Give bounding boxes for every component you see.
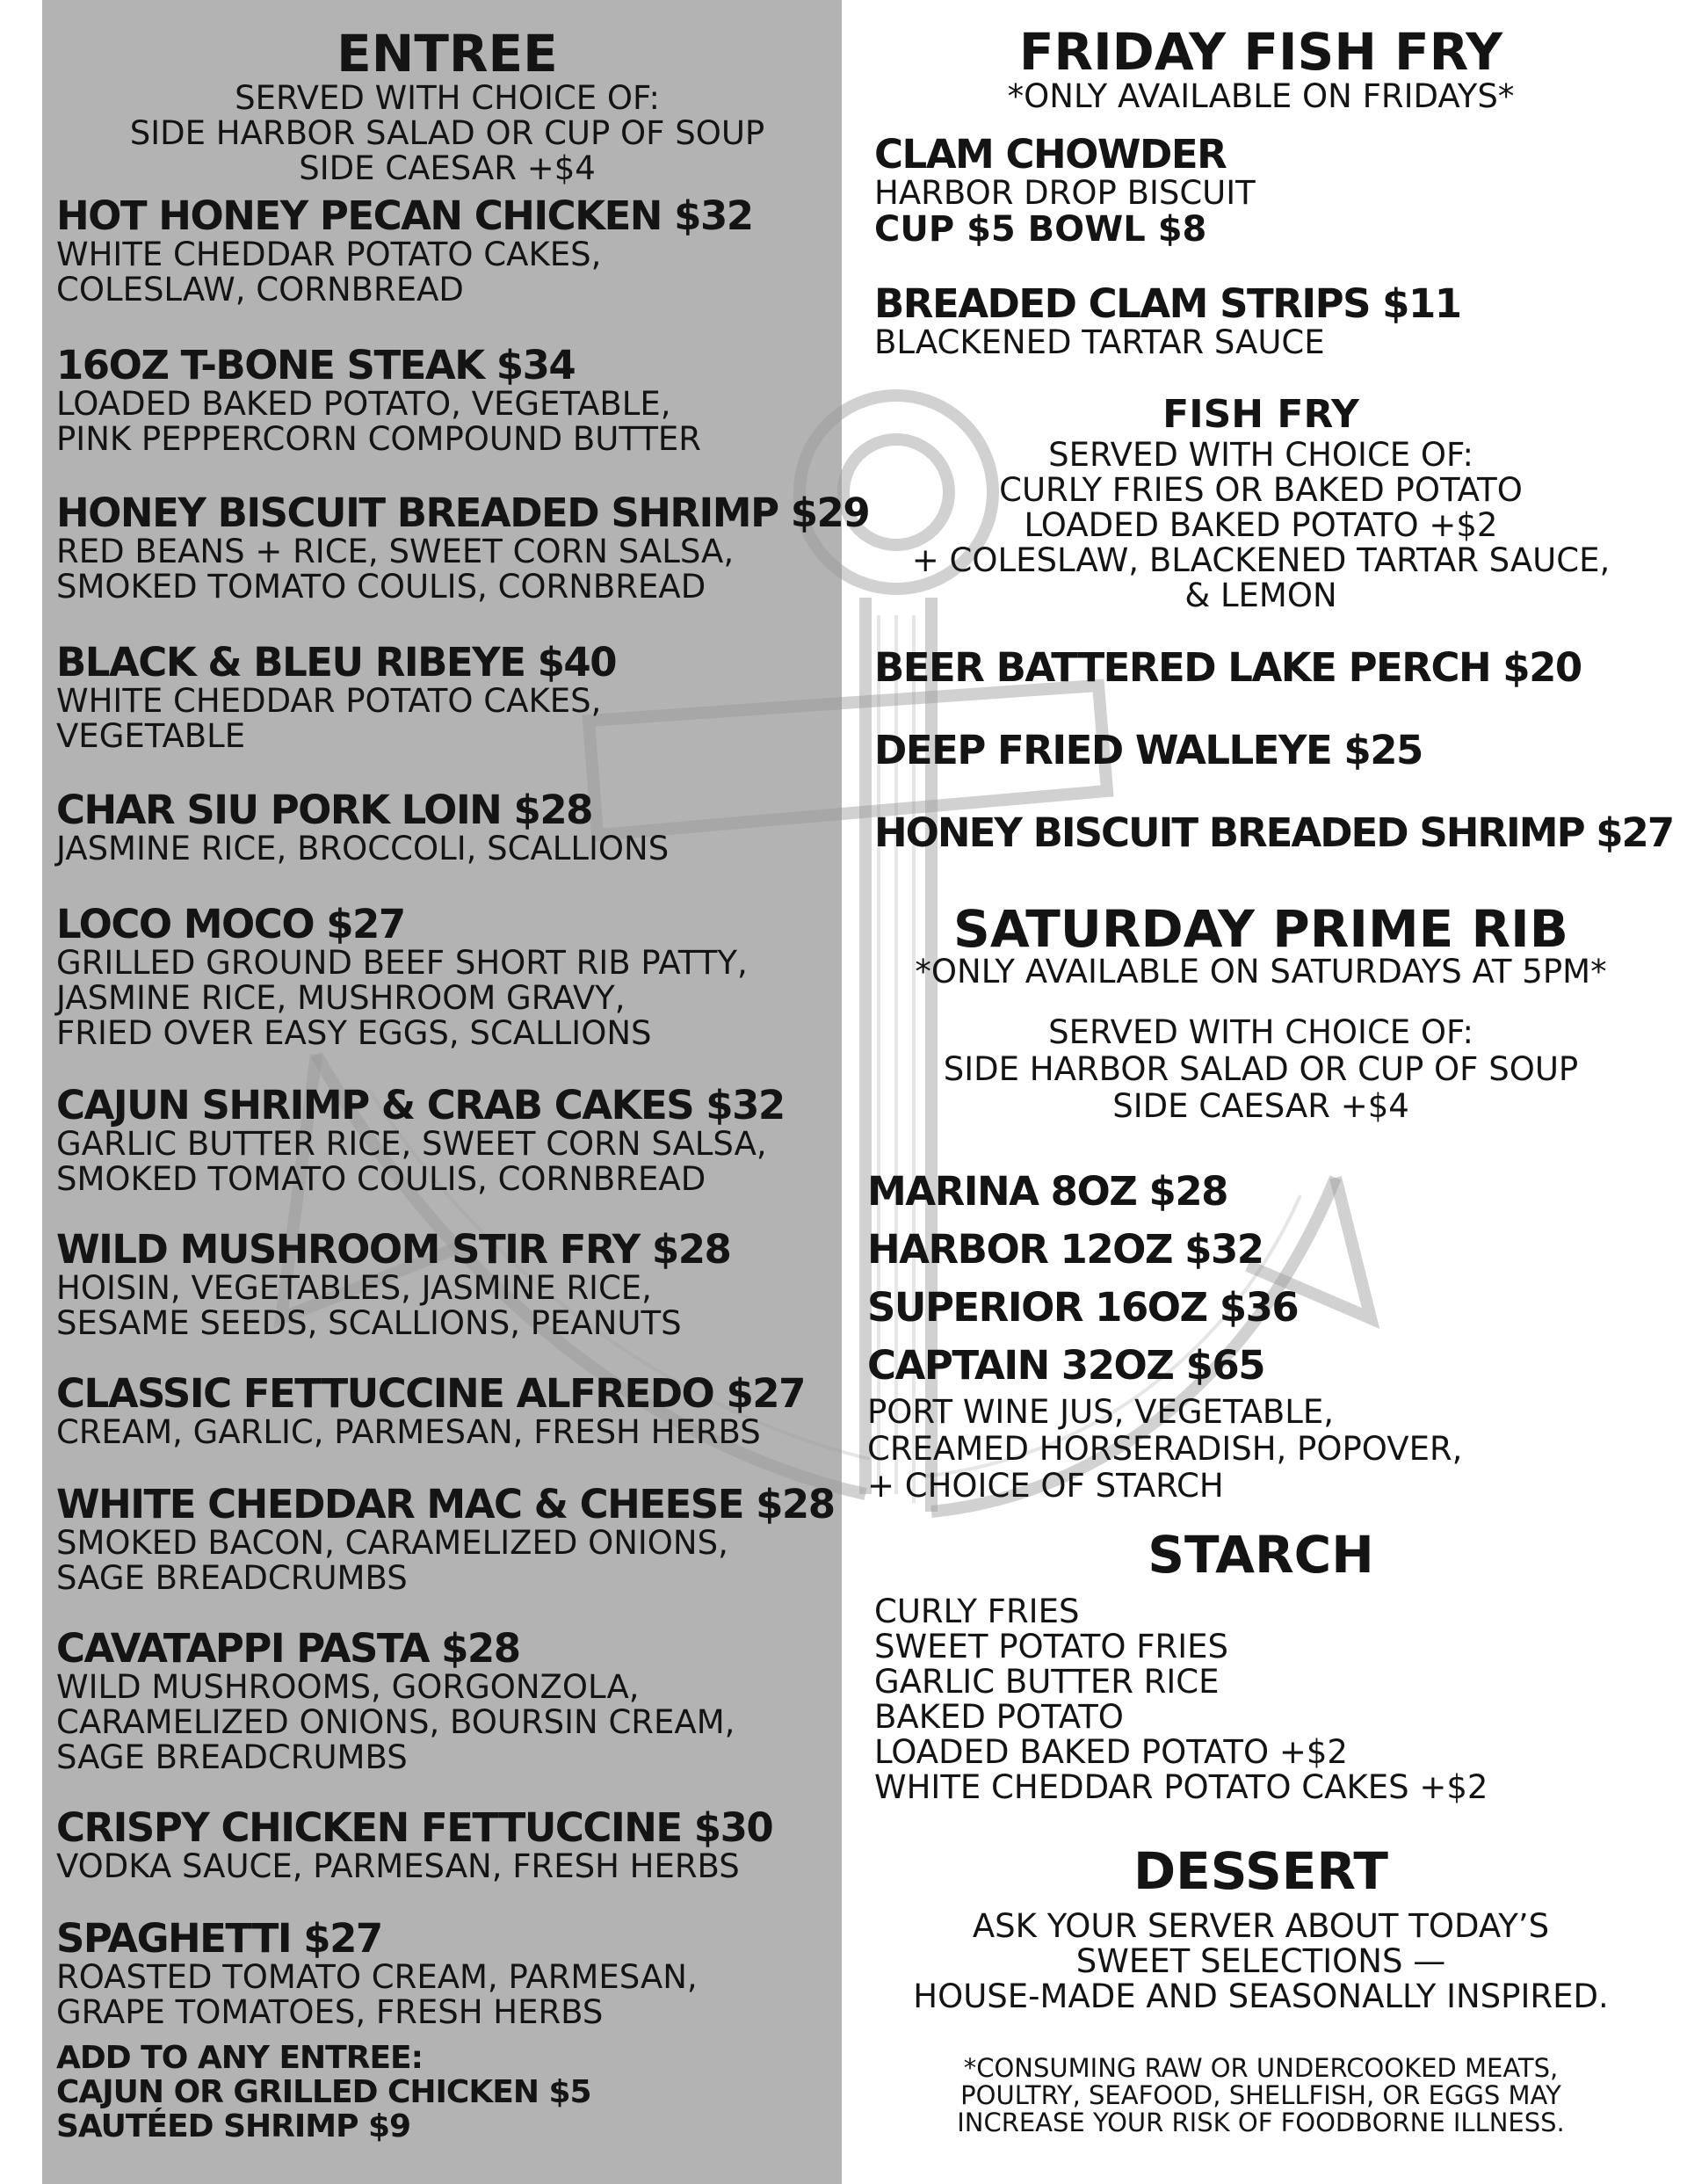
entree-item-desc: LOADED BAKED POTATO, VEGETABLE, PINK PEPPERCORN COMPOUND BUTTER (56, 385, 702, 458)
entree-item (56, 1915, 847, 2031)
clam-chowder-item (874, 131, 1656, 250)
served-line: + COLESLAW, BLACKENED TARTAR SAUCE, (911, 541, 1611, 579)
entree-item-desc: VODKA SAUCE, PARMESAN, FRESH HERBS (56, 1847, 740, 1885)
entree-item-name: HONEY BISCUIT BREADED SHRIMP $29 (56, 490, 870, 536)
served-line: SIDE CAESAR +$4 (1112, 1087, 1409, 1125)
starch-item: BAKED POTATO (874, 1698, 1124, 1736)
prime-rib-note: *ONLY AVAILABLE ON SATURDAYS AT 5PM* (915, 953, 1607, 990)
entree-item-desc: JASMINE RICE, BROCCOLI, SCALLIONS (56, 830, 670, 867)
entree-item (56, 1481, 847, 1597)
dessert-line: SWEET SELECTIONS — (1075, 1942, 1446, 1980)
starch-item: WHITE CHEDDAR POTATO CAKES +$2 (874, 1768, 1488, 1806)
entree-item (56, 1804, 847, 1885)
served-line: SIDE HARBOR SALAD OR CUP OF SOUP (129, 114, 765, 152)
prime-rib-cut: HARBOR 12OZ $32 (867, 1226, 1263, 1273)
entree-item-desc: HOISIN, VEGETABLES, JASMINE RICE, SESAME SEEDS, SCALLIONS, PEANUTS (56, 1269, 682, 1342)
entree-item-name: SPAGHETTI $27 (56, 1915, 382, 1962)
entree-item-desc: RED BEANS + RICE, SWEET CORN SALSA, SMOKED TOMATO COULIS, CORNBREAD (56, 533, 735, 606)
entree-item-name: CAJUN SHRIMP & CRAB CAKES $32 (56, 1082, 785, 1128)
item-price: CUP $5 BOWL $8 (874, 209, 1207, 250)
served-line: & LEMON (1184, 577, 1337, 614)
dessert-title: DESSERT (1133, 1841, 1388, 1901)
fish-fry-item: DEEP FRIED WALLEYE $25 (874, 727, 1423, 773)
starch-item: GARLIC BUTTER RICE (874, 1663, 1220, 1701)
starch-item: SWEET POTATO FRIES (874, 1628, 1229, 1665)
entree-item (56, 903, 847, 1051)
desc-line: CREAMED HORSERADISH, POPOVER, (867, 1430, 1463, 1468)
entree-item (56, 1370, 847, 1451)
entree-item (56, 1082, 847, 1198)
desc-line: PORT WINE JUS, VEGETABLE, (867, 1393, 1335, 1431)
served-line: LOADED BAKED POTATO +$2 (1024, 506, 1498, 544)
fish-fry-note: *ONLY AVAILABLE ON FRIDAYS* (1007, 77, 1515, 115)
entree-item-name: HOT HONEY PECAN CHICKEN $32 (56, 192, 753, 239)
entree-item (56, 192, 847, 308)
entree-item-name: WILD MUSHROOM STIR FRY $28 (56, 1226, 731, 1273)
prime-rib-desc (867, 1394, 1656, 1505)
item-name: CLAM CHOWDER (874, 131, 1227, 178)
addon-line: SAUTÉED SHRIMP $9 (56, 2108, 411, 2144)
entree-item-desc: CREAM, GARLIC, PARMESAN, FRESH HERBS (56, 1413, 761, 1451)
entree-addons (56, 2041, 838, 2144)
fish-fry-title: FRIDAY FISH FRY (1018, 22, 1503, 82)
served-line: SIDE HARBOR SALAD OR CUP OF SOUP (943, 1050, 1579, 1088)
entree-item-name: WHITE CHEDDAR MAC & CHEESE $28 (56, 1481, 835, 1527)
starch-title: STARCH (1148, 1525, 1374, 1585)
entree-title: ENTREE (337, 24, 558, 83)
entree-item (56, 1226, 847, 1342)
entree-item-desc: SMOKED BACON, CARAMELIZED ONIONS, SAGE BREADCRUMBS (56, 1524, 728, 1597)
prime-rib-served-with (865, 1014, 1656, 1125)
fish-fry-subheader: FISH FRY (1162, 392, 1359, 437)
fish-fry-item: HONEY BISCUIT BREADED SHRIMP $27 (874, 809, 1674, 856)
fish-fry-item: BEER BATTERED LAKE PERCH $20 (874, 644, 1582, 691)
served-line: SERVED WITH CHOICE OF: (1048, 436, 1473, 474)
disclaimer-line: POULTRY, SEAFOOD, SHELLFISH, OR EGGS MAY (960, 2080, 1561, 2110)
addon-line: ADD TO ANY ENTREE: (56, 2040, 424, 2076)
entree-item-desc: WHITE CHEDDAR POTATO CAKES, VEGETABLE (56, 682, 602, 755)
served-line: SERVED WITH CHOICE OF: (1048, 1013, 1473, 1051)
desc-line: + CHOICE OF STARCH (867, 1467, 1224, 1505)
served-line: SIDE CAESAR +$4 (299, 149, 596, 187)
entree-item-desc: WILD MUSHROOMS, GORGONZOLA, CARAMELIZED ONIONS, BOURSIN CREAM, SAGE BREADCRUMBS (56, 1668, 735, 1776)
entree-item-name: CHAR SIU PORK LOIN $28 (56, 787, 592, 833)
disclaimer-line: *CONSUMING RAW OR UNDERCOOKED MEATS, (963, 2053, 1559, 2083)
entree-item (56, 1625, 847, 1776)
entree-item-name: LOCO MOCO $27 (56, 901, 405, 947)
entree-item-name: BLACK & BLEU RIBEYE $40 (56, 639, 617, 686)
starch-list (874, 1594, 1656, 1805)
item-desc: HARBOR DROP BISCUIT (874, 174, 1256, 212)
entree-item-desc: GARLIC BUTTER RICE, SWEET CORN SALSA, SMOKED TOMATO COULIS, CORNBREAD (56, 1125, 767, 1198)
clam-strips-item (874, 280, 1656, 361)
entree-item-desc: WHITE CHEDDAR POTATO CAKES, COLESLAW, CORNBREAD (56, 236, 602, 308)
item-desc: BLACKENED TARTAR SAUCE (874, 323, 1325, 361)
prime-rib-title: SATURDAY PRIME RIB (953, 899, 1568, 959)
entree-item-name: CRISPY CHICKEN FETTUCCINE $30 (56, 1804, 773, 1851)
dessert-line: HOUSE-MADE AND SEASONALLY INSPIRED. (913, 1977, 1609, 2015)
entree-item-name: CLASSIC FETTUCCINE ALFREDO $27 (56, 1370, 805, 1417)
entree-item-desc: ROASTED TOMATO CREAM, PARMESAN, GRAPE TOMATOES, FRESH HERBS (56, 1958, 698, 2031)
entree-item (56, 789, 847, 867)
entree-item-name: 16OZ T-BONE STEAK $34 (56, 342, 576, 388)
entree-item (56, 490, 870, 606)
entree-item-desc: GRILLED GROUND BEEF SHORT RIB PATTY, JASMINE RICE, MUSHROOM GRAVY, FRIED OVER EASY EGGS, SCALLIONS (56, 944, 748, 1052)
entree-item-name: CAVATAPPI PASTA $28 (56, 1625, 520, 1672)
served-line: CURLY FRIES OR BAKED POTATO (999, 471, 1523, 509)
addon-line: CAJUN OR GRILLED CHICKEN $5 (56, 2074, 591, 2110)
item-name: BREADED CLAM STRIPS $11 (874, 280, 1461, 327)
prime-rib-cut: CAPTAIN 32OZ $65 (867, 1342, 1265, 1389)
prime-rib-cut: MARINA 8OZ $28 (867, 1168, 1227, 1215)
served-line: SERVED WITH CHOICE OF: (235, 79, 660, 117)
dessert-line: ASK YOUR SERVER ABOUT TODAY’S (972, 1907, 1550, 1945)
entree-item (56, 639, 847, 755)
dessert-text (865, 1909, 1656, 2014)
entree-served-with (56, 81, 838, 186)
prime-rib-cut: SUPERIOR 16OZ $36 (867, 1284, 1299, 1331)
starch-item: LOADED BAKED POTATO +$2 (874, 1733, 1348, 1771)
starch-item: CURLY FRIES (874, 1593, 1080, 1630)
disclaimer-line: INCREASE YOUR RISK OF FOODBORNE ILLNESS. (957, 2108, 1565, 2137)
fish-fry-served-with (865, 438, 1656, 613)
consumer-advisory (865, 2055, 1656, 2137)
entree-item (56, 342, 847, 458)
